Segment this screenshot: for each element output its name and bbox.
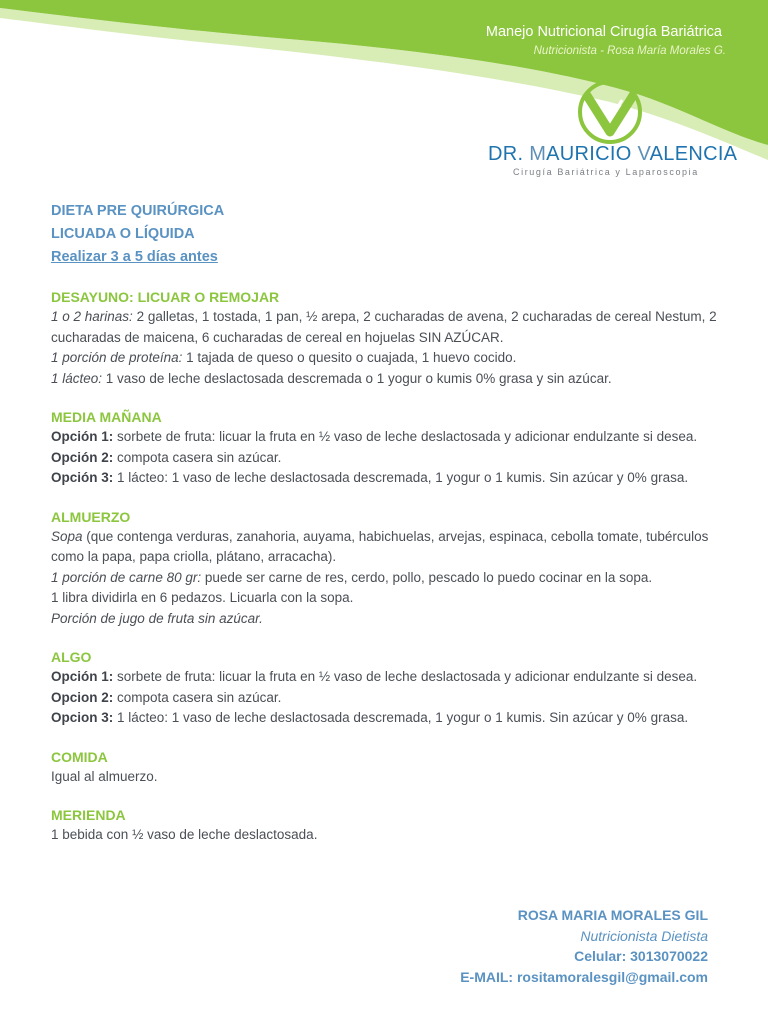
almuerzo-line: Porción de jugo de fruta sin azúcar.: [51, 610, 263, 626]
section-algo: [51, 647, 731, 729]
option-line: [51, 427, 731, 448]
option-label: Opcion 2:: [51, 689, 114, 705]
option-label: Opcion 3:: [51, 710, 114, 725]
header-green-wave: [0, 0, 768, 145]
doc-days-note: Realizar 3 a 5 días antes: [51, 249, 218, 265]
option-line: [51, 667, 731, 688]
line-text: puede ser carne de res, cerdo, pollo, pescado lo puedo cocinar en la sopa.: [201, 569, 653, 585]
section-almuerzo: [51, 507, 731, 630]
section-heading: MEDIA MAÑANA: [51, 409, 162, 425]
section-heading: DESAYUNO: LICUAR O REMOJAR: [51, 289, 280, 305]
brand-initial-m: M: [529, 143, 547, 165]
almuerzo-line: [51, 568, 731, 589]
option-label: Opción 1:: [51, 669, 114, 684]
section-heading: MERIENDA: [51, 807, 126, 823]
signature-role: Nutricionista Dietista: [580, 927, 708, 944]
brand-name: [488, 143, 737, 166]
line-text: 1 vaso de leche deslactosada descremada o 1 yogur o kumis 0% grasa y sin azúcar.: [102, 370, 612, 386]
section-desayuno: [51, 287, 731, 389]
brand-last-rest: ALENCIA: [649, 143, 738, 165]
section-comida: [51, 747, 731, 788]
option-text: compota casera sin azúcar.: [113, 449, 282, 465]
almuerzo-line: [51, 527, 731, 568]
line-label: Sopa: [51, 528, 83, 544]
signature-block: [460, 905, 708, 987]
option-text: 1 lácteo: 1 vaso de leche deslactosada descremada, 1 yogur o 1 kumis. Sin azúcar y 0% grasa.: [113, 470, 689, 485]
option-line: [51, 468, 731, 489]
desayuno-line: [51, 307, 731, 348]
section-heading: ALMUERZO: [51, 508, 131, 525]
brand-tagline: Cirugía Bariátrica y Laparoscopia: [513, 167, 699, 177]
signature-phone: Celular: 3013070022: [574, 948, 708, 964]
brand-initial-v: V: [637, 143, 650, 165]
line-label: 1 porción de carne 80 gr:: [51, 569, 202, 585]
option-line: [51, 448, 731, 469]
merienda-text: 1 bebida con ½ vaso de leche deslactosada.: [51, 827, 318, 842]
line-text: 2 galletas, 1 tostada, 1 pan, ½ arepa, 2 cucharadas de avena, 2 cucharadas de cereal Nestum, 2 cucharadas de maicena, 6 cucharadas de cereal en hojuelas SIN AZÚCAR.: [51, 309, 717, 345]
option-text: compota casera sin azúcar.: [113, 689, 282, 705]
desayuno-line: [51, 369, 731, 390]
line-text: 1 tajada de queso o quesito o cuajada, 1 huevo cocido.: [182, 350, 517, 365]
section-merienda: [51, 805, 731, 846]
almuerzo-line: 1 libra dividirla en 6 pedazos. Licuarla con la sopa.: [51, 590, 354, 605]
option-label: Opción 1:: [51, 429, 114, 444]
doc-title-line1: DIETA PRE QUIRÚRGICA: [51, 203, 225, 219]
brand-prefix: DR.: [488, 143, 530, 165]
option-text: 1 lácteo: 1 vaso de leche deslactosada descremada, 1 yogur o 1 kumis. Sin azúcar y 0% grasa.: [113, 710, 689, 725]
option-text: sorbete de fruta: licuar la fruta en ½ vaso de leche deslactosada y adicionar endulzante si desea.: [113, 669, 698, 684]
option-line: [51, 708, 731, 729]
option-label: Opción 3:: [51, 470, 114, 485]
brand-first-rest: AURICIO: [546, 143, 638, 165]
line-text: (que contenga verduras, zanahoria, auyama, habichuelas, arvejas, espinaca, cebolla tomate, tubérculos como la papa, papa criolla, plátano, arracacha).: [51, 528, 709, 564]
desayuno-line: [51, 348, 731, 369]
doc-title-line2: LICUADA O LÍQUIDA: [51, 226, 195, 242]
section-heading: COMIDA: [51, 748, 108, 765]
signature-email: E-MAIL: rositamoralesgil@gmail.com: [460, 968, 708, 985]
document-body: [51, 200, 731, 846]
option-text: sorbete de fruta: licuar la fruta en ½ vaso de leche deslactosada y adicionar endulzante si desea.: [113, 429, 698, 444]
option-line: [51, 688, 731, 709]
line-label: 1 lácteo:: [51, 370, 103, 386]
section-heading: ALGO: [51, 649, 92, 665]
line-label: 1 o 2 harinas:: [51, 309, 133, 324]
option-label: Opción 2:: [51, 449, 114, 465]
header-subtitle: Nutricionista - Rosa María Morales G.: [533, 45, 726, 57]
comida-text: Igual al almuerzo.: [51, 768, 158, 784]
header-title: Manejo Nutricional Cirugía Bariátrica: [485, 24, 722, 40]
line-label: 1 porción de proteína:: [51, 350, 183, 365]
brand-logo-icon: [574, 76, 646, 144]
section-media-manana: [51, 407, 731, 489]
signature-name: ROSA MARIA MORALES GIL: [517, 907, 708, 923]
